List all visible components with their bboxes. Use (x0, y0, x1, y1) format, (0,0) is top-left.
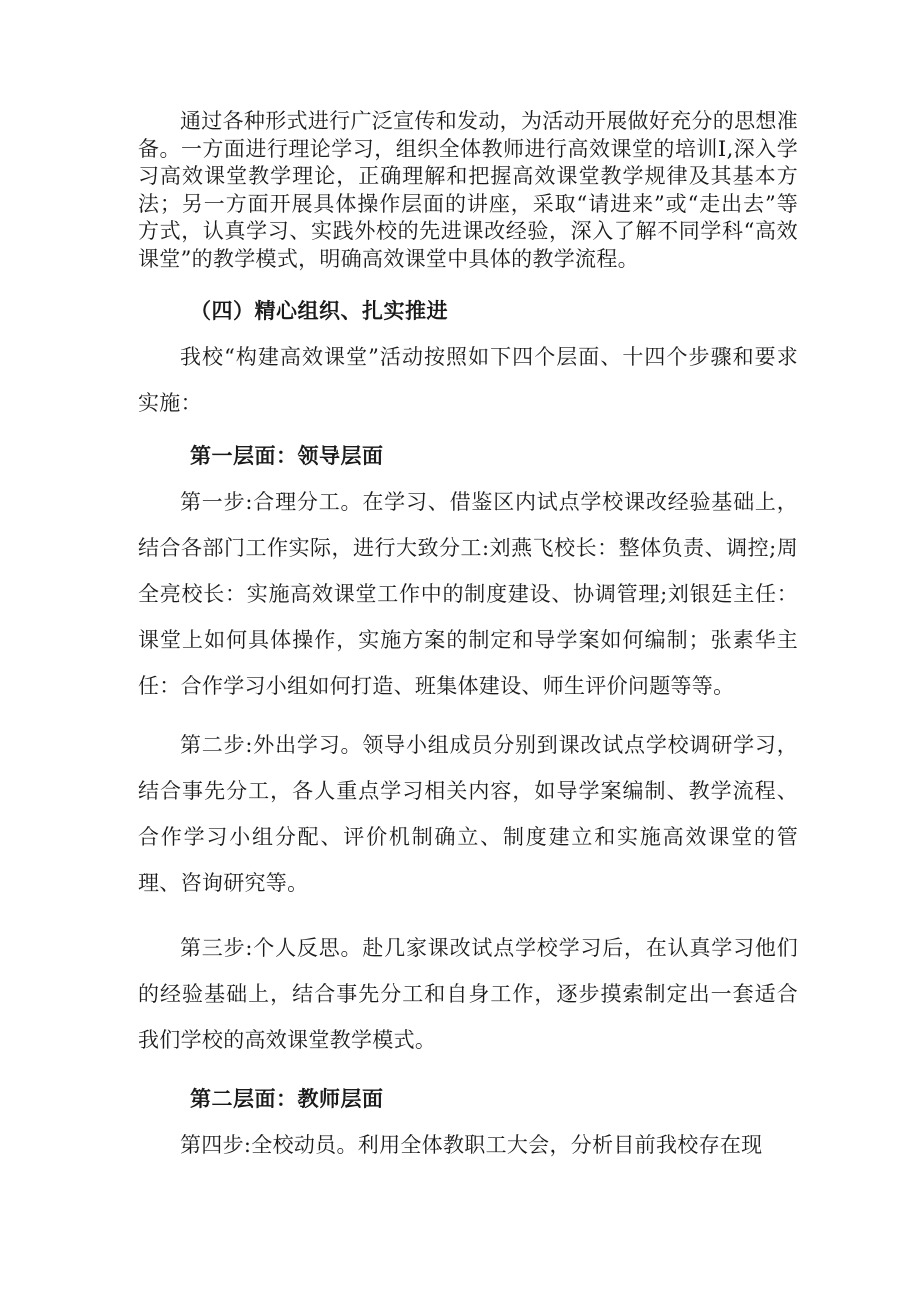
heading-level-teachers: 第二层面：教师层面 (190, 1086, 384, 1111)
heading-level-leadership: 第一层面：领导层面 (190, 443, 384, 468)
paragraph-preparation: 通过各种形式进行广泛宣传和发动，为活动开展做好充分的思想准备。一方面进行理论学习，组织全体教师进行高效课堂的培训Ⅰ,深入学习高效课堂教学理论，正确理解和把握高效课堂教学规律及其基本方法；另一方面开展具体操作层面的讲座，采取“请进来”或“走出去”等方式，认真学习、实践外校的先进课改经验，深入了解不同学科“高效课堂”的教学模式，明确高效课堂中具体的教学流程。 (138, 109, 798, 271)
paragraph-step2-study: 第二步:外出学习。领导小组成员分别到课改试点学校调研学习，结合事先分工，各人重点学习相关内容，如导学案编制、教学流程、合作学习小组分配、评价机制确立、制度建立和实施高效课堂的管理、咨询研究等。 (138, 733, 798, 895)
section-heading-organize: （四）精心组织、扎实推进 (190, 298, 448, 323)
paragraph-four-levels: 我校“构建高效课堂”活动按照如下四个层面、十四个步骤和要求实施： (138, 345, 798, 415)
paragraph-step1-division: 第一步:合理分工。在学习、借鉴区内试点学校课改经验基础上，结合各部门工作实际，进行大致分工:刘燕飞校长：整体负责、调控;周全亮校长：实施高效课堂工作中的制度建设、协调管理;刘银廷主任：课堂上如何具体操作，实施方案的制定和导学案如何编制；张素华主任：合作学习小组如何打造、班集体建设、师生评价问题等等。 (138, 490, 798, 698)
paragraph-step3-reflection: 第三步:个人反思。赴几家课改试点学校学习后，在认真学习他们的经验基础上，结合事先分工和自身工作，逐步摸索制定出一套适合我们学校的高效课堂教学模式。 (138, 936, 798, 1052)
paragraph-step4-mobilize: 第四步:全校动员。利用全体教职工大会，分析目前我校存在现 (180, 1133, 763, 1157)
